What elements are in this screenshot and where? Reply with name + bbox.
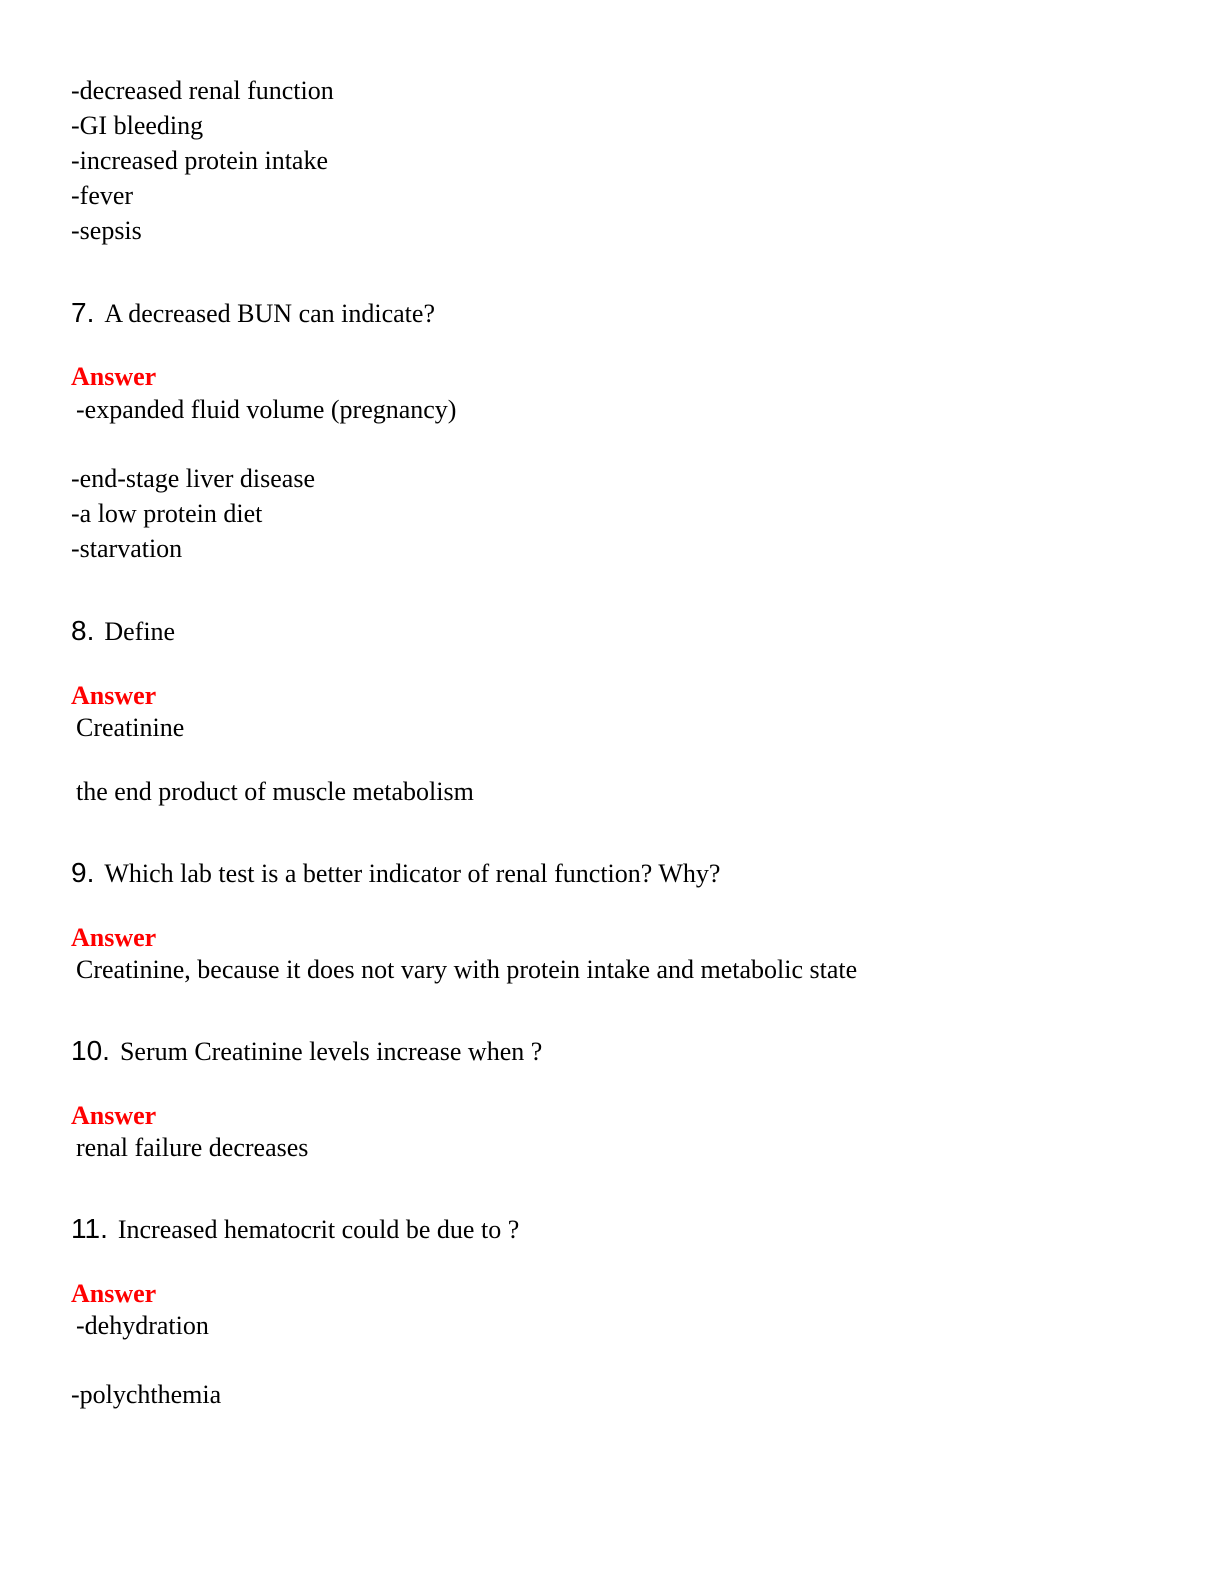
answer-line: renal failure decreases [76,1133,309,1162]
answer-line: -dehydration [76,1311,209,1340]
question-number: 9. [71,857,95,888]
answer-line: -starvation [71,534,183,563]
question-text: Which lab test is a better indicator of renal function? Why? [104,859,721,888]
question-9 [71,858,720,889]
question-8 [71,616,175,647]
question-number: 7. [71,297,95,328]
question-text: Increased hematocrit could be due to ? [117,1215,520,1244]
question-number: 10. [71,1035,110,1066]
answer-label: Answer [71,923,157,952]
answer-line: -end-stage liver disease [71,464,316,493]
question-text: A decreased BUN can indicate? [104,299,435,328]
answer-label: Answer [71,681,157,710]
question-10 [71,1036,542,1067]
answer-line: -a low protein diet [71,499,263,528]
answer-line: Creatinine, because it does not vary with protein intake and metabolic state [76,955,858,984]
question-7 [71,298,435,329]
list-item: -increased protein intake [71,146,328,175]
question-11 [71,1214,519,1245]
answer-label: Answer [71,1279,157,1308]
question-number: 11. [71,1213,108,1244]
question-text: Define [104,617,176,646]
list-item: -decreased renal function [71,76,334,105]
question-number: 8. [71,615,95,646]
answer-line: -expanded fluid volume (pregnancy) [76,395,457,424]
list-item: -sepsis [71,216,142,245]
answer-label: Answer [71,1101,157,1130]
answer-line: -polychthemia [71,1380,222,1409]
answer-line: Creatinine [76,713,185,742]
question-text: Serum Creatinine levels increase when ? [119,1037,543,1066]
list-item: -GI bleeding [71,111,204,140]
answer-label: Answer [71,362,157,391]
list-item: -fever [71,181,134,210]
answer-line: the end product of muscle metabolism [76,777,474,806]
